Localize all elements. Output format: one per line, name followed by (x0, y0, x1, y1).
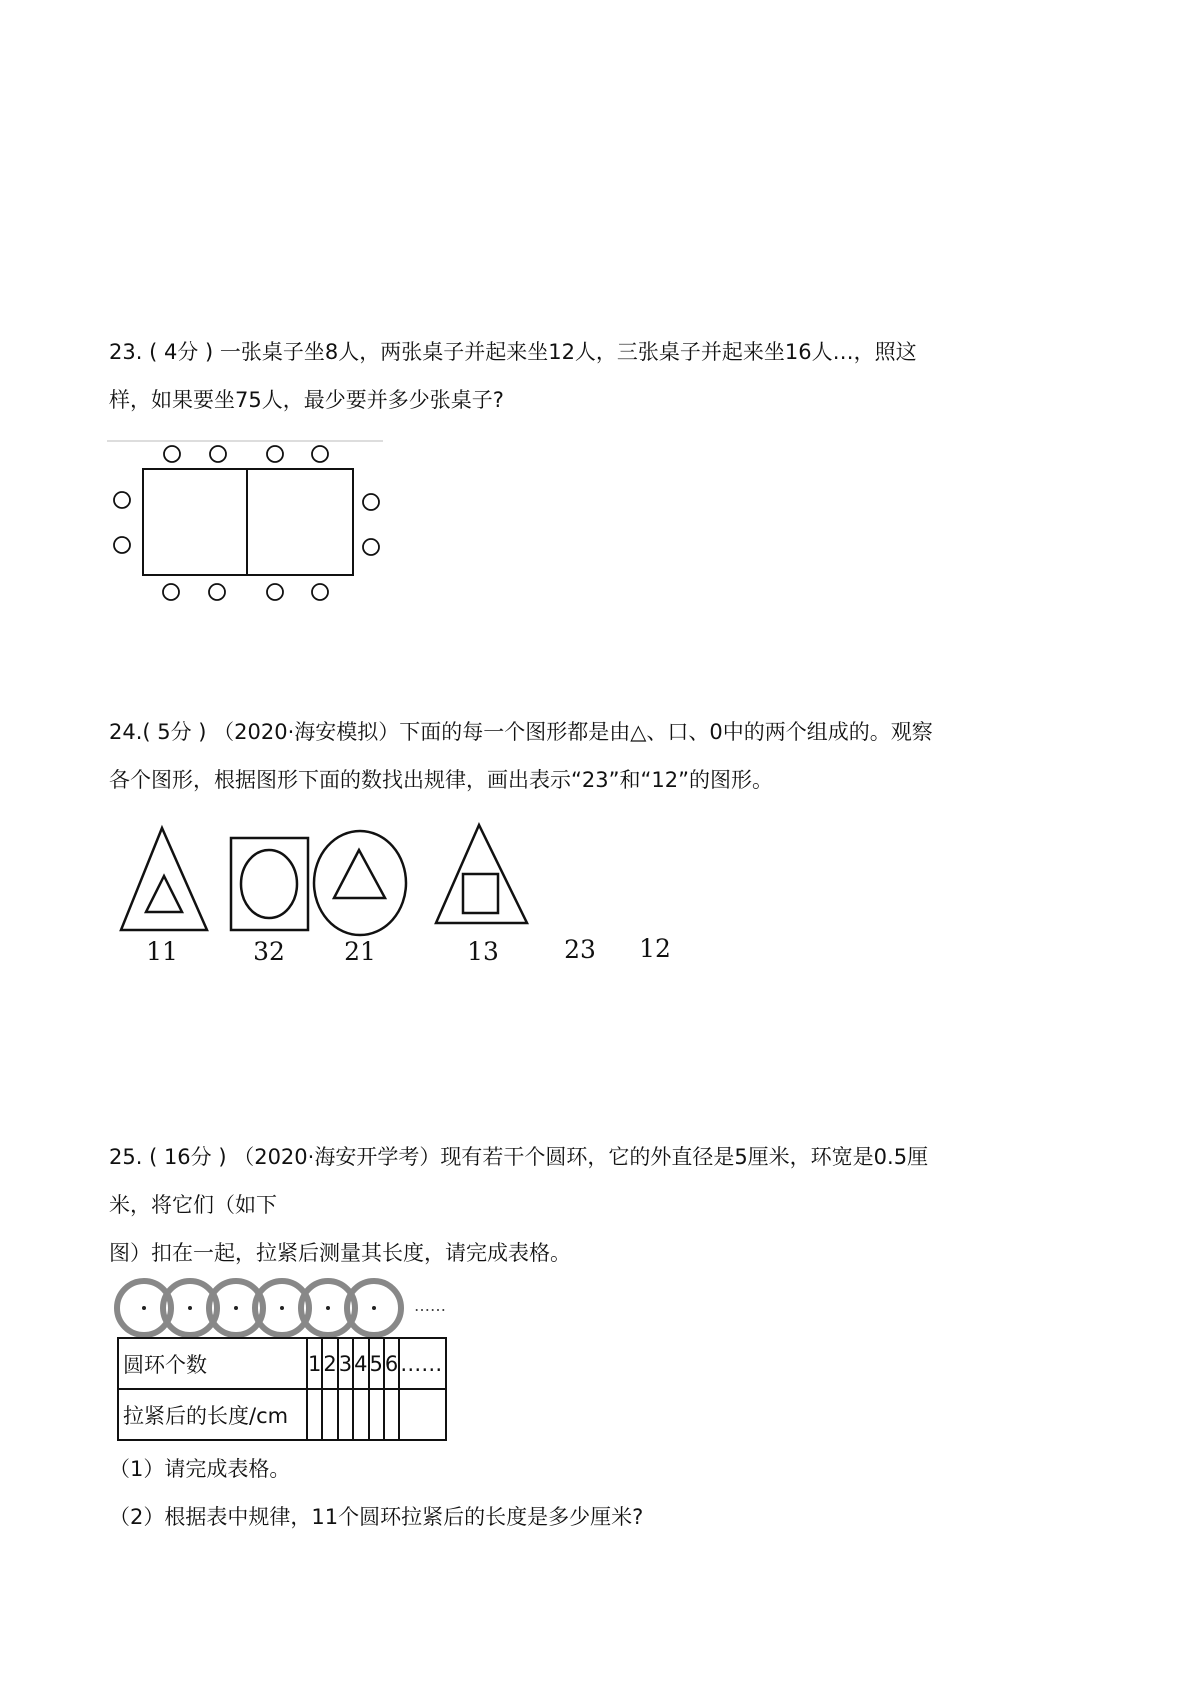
seat (114, 537, 130, 553)
count-cell: 3 (338, 1338, 353, 1389)
question-23-line-2: 样，如果要坐75人，最少要并多少张桌子? (109, 388, 504, 412)
question-25-line-3: 图）扣在一起，拉紧后测量其长度，请完成表格。 (109, 1241, 571, 1265)
question-25-line-1: 25. ( 16分 ) （2020·海安开学考）现有若干个圆环，它的外直径是5厘米，环宽是0.5厘 (109, 1145, 929, 1169)
figure-label-11: 11 (146, 937, 178, 966)
shape-pattern-figure (105, 820, 705, 980)
inner-triangle (146, 876, 182, 912)
question-25-line-2: 米，将它们（如下 (109, 1193, 277, 1217)
table-row (118, 1338, 446, 1389)
row-header-count: 圆环个数 (118, 1338, 307, 1389)
question-25-subparts (109, 1445, 1099, 1541)
seat (363, 494, 379, 510)
question-23-line-1: 23. ( 4分 ) 一张桌子坐8人，两张桌子并起来坐12人，三张桌子并起来坐16人…，照这 (109, 340, 917, 364)
question-24-line-2: 各个图形，根据图形下面的数找出规律，画出表示“23”和“12”的图形。 (109, 768, 773, 792)
seat (163, 584, 179, 600)
length-answer-cell[interactable] (307, 1389, 322, 1440)
inner-triangle (334, 850, 385, 898)
table-2 (247, 469, 353, 575)
answer-label-23: 23 (564, 935, 596, 964)
question-24 (109, 708, 1099, 804)
seat (363, 539, 379, 555)
seat (114, 492, 130, 508)
figure-label-13: 13 (467, 937, 499, 966)
seat (312, 446, 328, 462)
inner-square (463, 874, 498, 913)
linked-rings-figure (110, 1275, 480, 1345)
length-answer-cell[interactable] (384, 1389, 399, 1440)
subquestion-2: （2）根据表中规律，11个圆环拉紧后的长度是多少厘米? (109, 1505, 644, 1529)
length-answer-cell[interactable] (353, 1389, 368, 1440)
table-row (118, 1389, 446, 1440)
length-answer-cell[interactable] (369, 1389, 384, 1440)
row-header-length: 拉紧后的长度/cm (118, 1389, 307, 1440)
question-24-line-1: 24.( 5分 ) （2020·海安模拟）下面的每一个图形都是由△、口、0中的两个组成的。观察 (109, 720, 933, 744)
inner-circle (241, 850, 297, 918)
question-25 (109, 1133, 1099, 1277)
outer-triangle (121, 828, 207, 930)
count-cell: 6 (384, 1338, 399, 1389)
length-answer-cell[interactable] (338, 1389, 353, 1440)
seat (267, 584, 283, 600)
table-seating-diagram (105, 438, 395, 613)
count-ellipsis-cell: …… (399, 1338, 446, 1389)
seat (267, 446, 283, 462)
count-cell: 4 (353, 1338, 368, 1389)
question-23 (109, 328, 1099, 424)
count-cell: 2 (322, 1338, 337, 1389)
subquestion-1: （1）请完成表格。 (109, 1457, 291, 1481)
ring-length-table (117, 1337, 447, 1441)
ring-ellipsis: …… (414, 1296, 446, 1315)
length-answer-cell[interactable] (322, 1389, 337, 1440)
seat (209, 584, 225, 600)
length-answer-cell[interactable] (399, 1389, 446, 1440)
seat (164, 446, 180, 462)
count-cell: 5 (369, 1338, 384, 1389)
figure-label-32: 32 (253, 937, 285, 966)
seat (312, 584, 328, 600)
figure-label-21: 21 (344, 937, 376, 966)
seat (210, 446, 226, 462)
answer-label-12: 12 (639, 934, 671, 963)
count-cell: 1 (307, 1338, 322, 1389)
table-1 (143, 469, 247, 575)
outer-circle (314, 831, 406, 935)
